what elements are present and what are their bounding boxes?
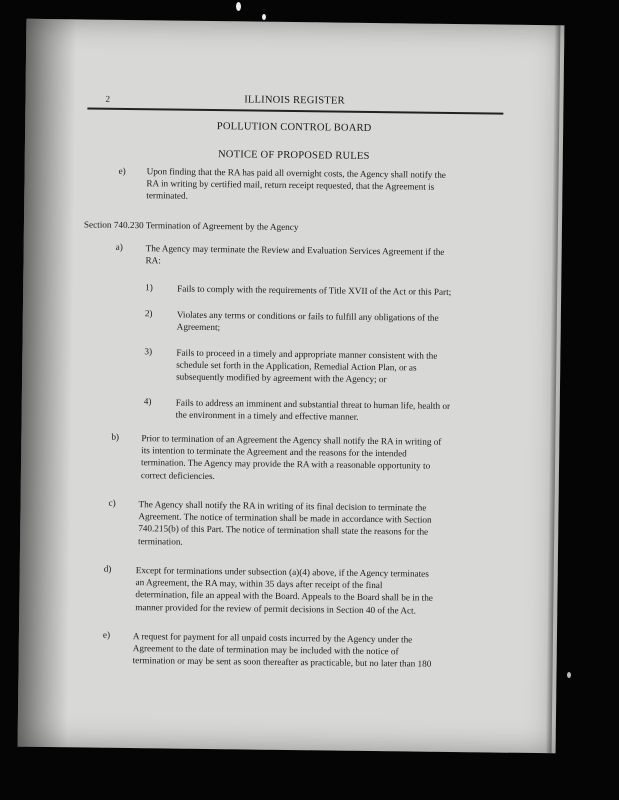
subitem-3-line: Fails to proceed in a timely and appropriate manner consistent with the — [176, 347, 438, 361]
subitem-1-line: Fails to comply with the requirements of Title XVII of the Act or this Part; — [177, 283, 452, 297]
subitem-3-text — [176, 347, 496, 388]
subitem-2-label: 2) — [144, 308, 153, 319]
item-d-line: an Agreement, the RA may, within 35 days after receipt of the final — [135, 577, 383, 591]
item-a-line: RA: — [145, 255, 161, 266]
item-a-text — [145, 242, 497, 271]
item-c-line: Agreement. The notice of termination shall be made in accordance with Section — [138, 511, 432, 525]
board-title: POLLUTION CONTROL BOARD — [216, 121, 372, 134]
item-c-line: The Agency shall notify the RA in writing of its final decision to terminate the — [138, 499, 427, 513]
item-e-line: A request for payment for all unpaid costs incurred by the Agency under the — [132, 631, 413, 645]
scan-speck — [567, 672, 571, 678]
scan-speck — [262, 14, 266, 20]
item-d-line: determination, file an appeal with the Board. Appeals to the Board shall be in the — [135, 589, 433, 604]
item-d-label: d) — [103, 563, 112, 574]
item-b-label: b) — [111, 431, 120, 442]
subitem-4-label: 4) — [143, 396, 152, 407]
subitem-1-text — [177, 283, 507, 299]
section-heading: Section 740.230 Termination of Agreement by the Agency — [83, 219, 299, 233]
item-b-line: Prior to termination of an Agreement the Agency shall notify the RA in writing of — [141, 433, 442, 447]
intro-item-label: e) — [118, 165, 126, 176]
item-c-text — [138, 498, 501, 551]
subitem-3-line: schedule set forth in the Application, Remedial Action Plan, or as — [176, 359, 417, 373]
item-c-line: termination. — [138, 535, 183, 547]
subitem-4-text — [176, 397, 506, 425]
item-c-line: 740.215(b) of this Part. The notice of termination shall state the reasons for the — [138, 523, 429, 538]
item-b-line: correct deficiencies. — [140, 469, 215, 481]
item-d-text — [135, 564, 502, 617]
item-b-line: termination. The Agency may provide the RA with a reasonable opportunity to — [140, 457, 431, 472]
subitem-4-line: the environment in a timely and effective manner. — [175, 409, 359, 423]
item-e-line: Agreement to the date of termination may be included with the notice of — [132, 643, 399, 657]
subitem-4-line: Fails to address an imminent and substantial threat to human life, health or — [175, 397, 451, 411]
item-a-label: a) — [115, 241, 123, 252]
subitem-3-line: subsequently modified by agreement with the Agency; or — [176, 372, 387, 385]
subitem-1-label: 1) — [145, 282, 153, 293]
subitem-2-line: Violates any terms or conditions or fails to fulfill any obligations of the — [176, 309, 439, 323]
item-d-line: manner provided for the review of permit decisions in Section 40 of the Act. — [135, 601, 416, 616]
intro-line: Upon finding that the RA has paid all overnight costs, the Agency shall notify the — [146, 166, 446, 180]
item-e-line: termination or may be sent as soon thereafter as practicable, but no later than 180 — [132, 655, 432, 670]
document-page — [18, 19, 565, 754]
item-d-line: Except for terminations under subsection (a)(4) above, if the Agency terminates — [135, 565, 429, 579]
item-b-text — [141, 432, 502, 485]
item-e-label: e) — [102, 629, 111, 640]
intro-line: RA in writing by certified mail, return receipt requested, that the Agreement is — [146, 178, 435, 192]
scan-speck — [236, 2, 241, 11]
notice-title: NOTICE OF PROPOSED RULES — [217, 149, 370, 162]
page-marker: 2 — [105, 93, 111, 104]
item-c-label: c) — [108, 497, 116, 508]
intro-line: terminated. — [146, 190, 188, 202]
register-title: ILLINOIS REGISTER — [244, 94, 345, 107]
intro-item-text — [146, 165, 496, 206]
item-e-text — [133, 630, 499, 671]
subitem-2-text — [177, 309, 497, 337]
item-b-line: its intention to terminate the Agreement and the reasons for the intended — [141, 445, 407, 459]
item-a-line: The Agency may terminate the Review and Evaluation Services Agreement if the — [145, 243, 445, 257]
header-rule — [87, 107, 503, 114]
subitem-3-label: 3) — [144, 346, 153, 357]
subitem-2-line: Agreement; — [176, 321, 221, 333]
